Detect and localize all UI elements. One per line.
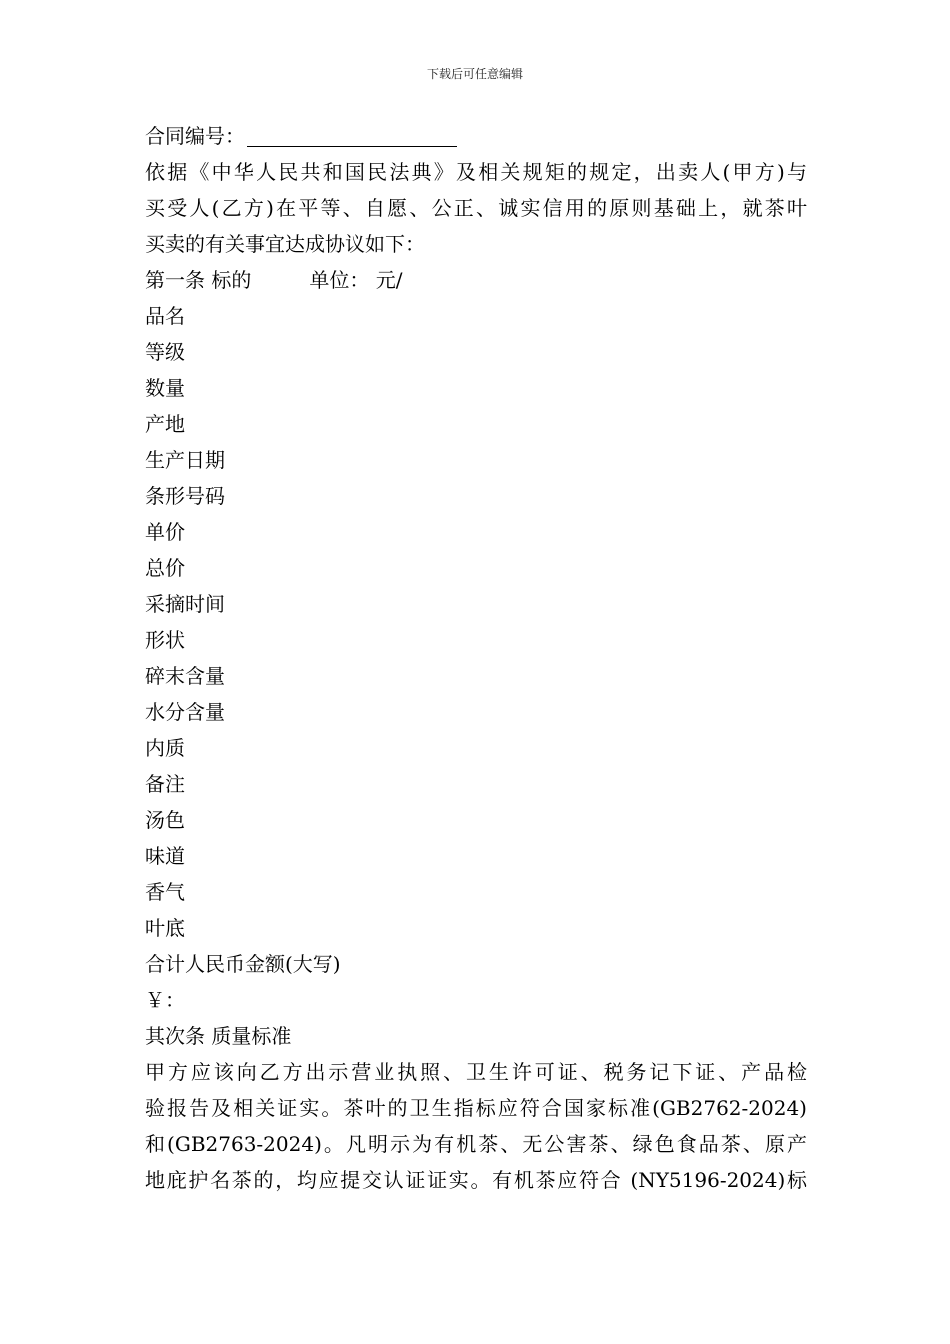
list-item: 合计人民币金额(大写) bbox=[145, 952, 341, 976]
article-2-line-4: 地庇护名茶的，均应提交认证证实。有机茶应符合 (NY5196-2024)标 bbox=[145, 1168, 807, 1192]
list-item: 采摘时间 bbox=[145, 592, 225, 616]
contract-number-blank[interactable] bbox=[247, 124, 457, 147]
list-item: 汤色 bbox=[145, 808, 185, 832]
article-2-line-1: 甲方应该向乙方出示营业执照、卫生许可证、税务记下证、产品检 bbox=[145, 1060, 807, 1084]
article-1-unit: 单位： 元/ bbox=[309, 268, 403, 292]
list-item: 数量 bbox=[145, 376, 185, 400]
list-item: 水分含量 bbox=[145, 700, 225, 724]
intro-line-3: 买卖的有关事宜达成协议如下： bbox=[145, 232, 425, 256]
article-1-title: 第一条 标的 bbox=[145, 268, 252, 292]
list-item: 备注 bbox=[145, 772, 185, 796]
list-item: 总价 bbox=[145, 556, 185, 580]
list-item: 单价 bbox=[145, 520, 185, 544]
list-item: 碎末含量 bbox=[145, 664, 225, 688]
list-item: 条形号码 bbox=[145, 484, 225, 508]
list-item: 香气 bbox=[145, 880, 185, 904]
contract-number-label: 合同编号： bbox=[145, 124, 245, 148]
list-item: 生产日期 bbox=[145, 448, 225, 472]
contract-body bbox=[145, 118, 807, 1198]
list-item: 形状 bbox=[145, 628, 185, 652]
list-item: 内质 bbox=[145, 736, 185, 760]
list-item: 味道 bbox=[145, 844, 185, 868]
intro-line-1: 依据《中华人民共和国民法典》及相关规矩的规定，出卖人(甲方)与 bbox=[145, 160, 807, 184]
article-2-line-3: 和(GB2763-2024)。凡明示为有机茶、无公害茶、绿色食品茶、原产 bbox=[145, 1132, 807, 1156]
list-item: 等级 bbox=[145, 340, 185, 364]
list-item: ￥： bbox=[145, 988, 185, 1012]
contract-number-line bbox=[145, 118, 807, 154]
article-1-heading bbox=[145, 262, 807, 298]
header-note: 下载后可任意编辑 bbox=[426, 67, 523, 81]
article-2-line-2: 验报告及相关证实。茶叶的卫生指标应符合国家标准(GB2762-2024) bbox=[145, 1096, 807, 1120]
article-2-title: 其次条 质量标准 bbox=[145, 1024, 292, 1048]
list-item: 产地 bbox=[145, 412, 185, 436]
list-item: 品名 bbox=[145, 304, 185, 328]
intro-line-2: 买受人(乙方)在平等、自愿、公正、诚实信用的原则基础上，就茶叶 bbox=[145, 196, 807, 220]
list-item: 叶底 bbox=[145, 916, 185, 940]
